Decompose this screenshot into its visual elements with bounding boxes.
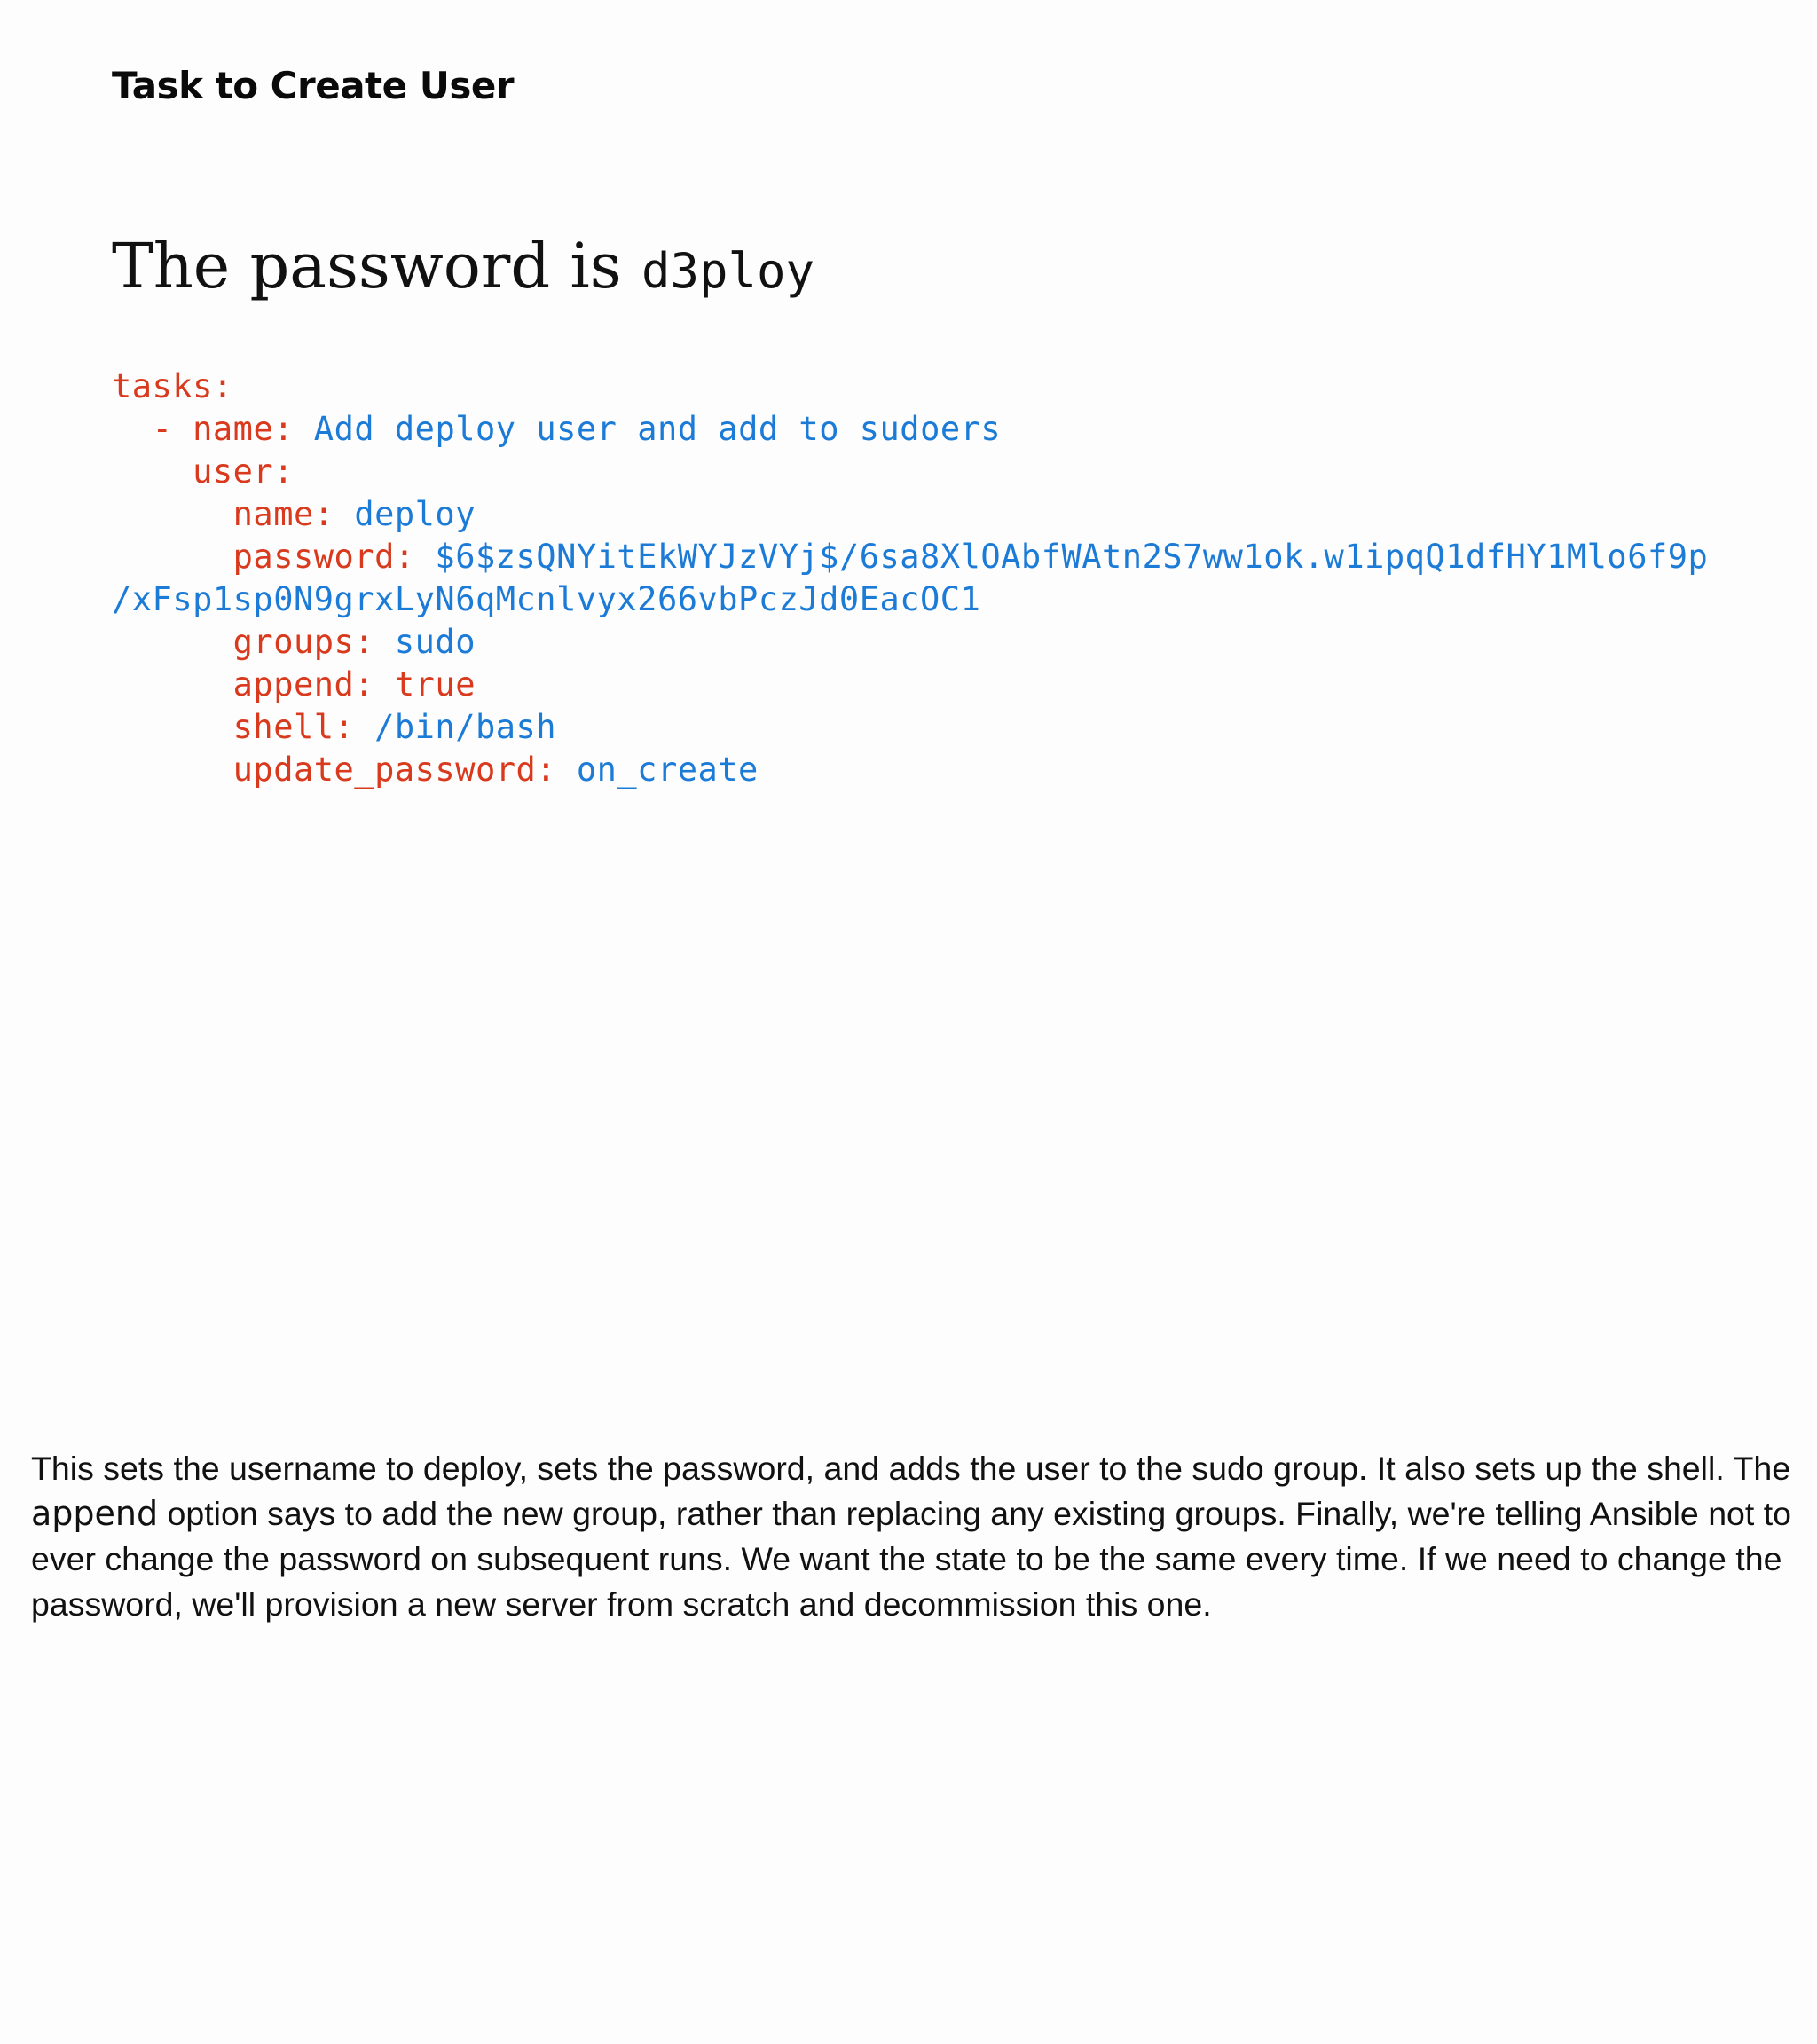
caption-text: option says to add the new group, rather than replacing any existing groups. Finally, we're telling Ansible not to ever change the password on subsequent runs. We want the state to be the same every time. If we need to change the password, we'll provision a new server from scratch and decommission this one.: [31, 1495, 1792, 1623]
code-line: [112, 749, 1708, 791]
code-indent: [112, 665, 233, 704]
code-line: [112, 706, 1708, 749]
code-key: append:: [232, 665, 375, 704]
headline: [112, 224, 814, 314]
code-indent: [112, 538, 233, 576]
code-key: shell:: [232, 708, 355, 746]
code-value-boolean: true: [374, 665, 476, 704]
headline-text: The password is: [112, 230, 641, 303]
code-key: update_password:: [232, 751, 557, 789]
code-indent: [112, 410, 153, 448]
code-value: sudo: [374, 623, 476, 661]
code-value: $6$zsQNYitEkWYJzVYj$/6sa8XlOAbfWAtn2S7ww1ok.w1ipqQ1dfHY1Mlo6f9p: [414, 538, 1709, 576]
slide-label: Task to Create User: [112, 64, 515, 107]
code-value: deploy: [334, 495, 476, 533]
code-indent: [112, 751, 233, 789]
code-indent: [112, 623, 233, 661]
yaml-code-block: [112, 366, 1708, 791]
code-key: password:: [232, 538, 415, 576]
code-line: [112, 621, 1708, 664]
code-line: [112, 493, 1708, 536]
caption-text: This sets the username to deploy, sets the password, and adds the user to the sudo group. It also sets up the shell. The: [31, 1450, 1791, 1487]
code-line: [112, 408, 1708, 451]
code-line: [112, 451, 1708, 493]
code-line: [112, 578, 1708, 621]
code-line: [112, 366, 1708, 408]
code-value-continuation: /xFsp1sp0N9grxLyN6qMcnlvyx266vbPczJd0EacOC1: [112, 580, 981, 618]
code-indent: [112, 452, 193, 491]
code-indent: [112, 495, 233, 533]
code-indent: [112, 708, 233, 746]
headline-password-code: d3ploy: [641, 243, 815, 299]
code-key: groups:: [232, 623, 375, 661]
code-value: Add deploy user and add to sudoers: [294, 410, 1002, 448]
code-key: user:: [193, 452, 294, 491]
code-list-dash: -: [152, 410, 193, 448]
code-value: on_create: [556, 751, 759, 789]
code-line: [112, 664, 1708, 706]
code-value: /bin/bash: [354, 708, 557, 746]
code-line: [112, 536, 1708, 578]
code-key: tasks:: [112, 367, 233, 405]
caption-inline-code: append: [31, 1494, 159, 1533]
code-key: name:: [232, 495, 334, 533]
code-key: name:: [193, 410, 295, 448]
caption-paragraph: [31, 1446, 1797, 1627]
